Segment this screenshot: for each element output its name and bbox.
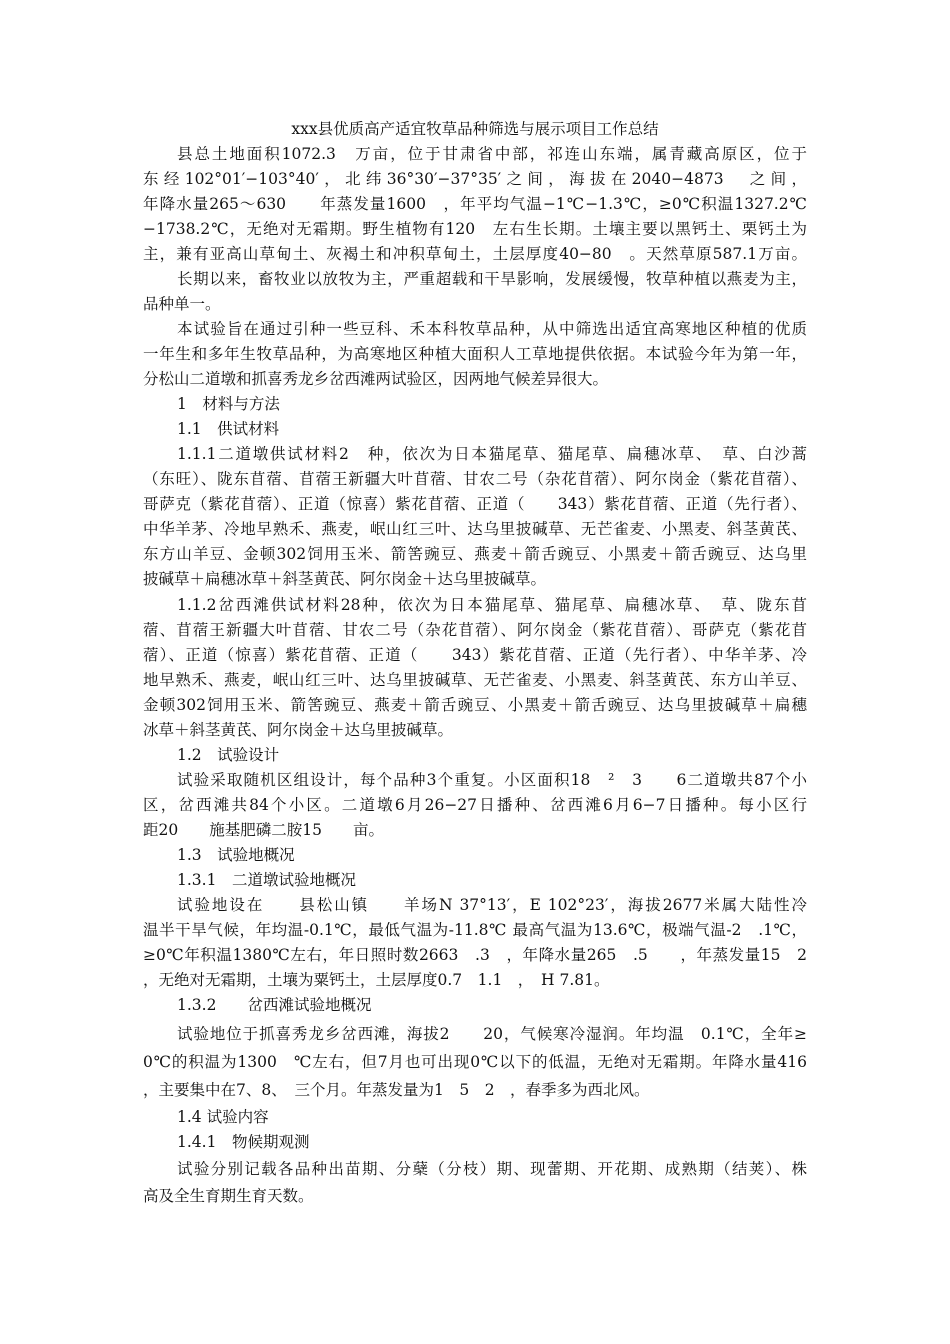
paragraph-line: ，主要集中在7、8、 三个月。年蒸发量为1 5 2 ，春季多为西北风。 [143,1081,650,1099]
section-heading: 1.4 试验内容 [177,1108,269,1126]
paragraph-line: 品种单一。 [143,295,221,313]
section-heading: 1.4.1 物候期观测 [177,1133,310,1151]
paragraph-line: ，无绝对无霜期，土壤为粟钙土，土层厚度0.7 1.1 ， H 7.81。 [143,971,610,989]
paragraph-line: 哥萨克（紫花苜蓿）、正道（惊喜）紫花苜蓿、正道（ 343）紫花苜蓿、正道（先行者）、 [143,495,807,513]
paragraph-line: 披碱草＋扁穗冰草＋斜茎黄芪、阿尔岗金＋达乌里披碱草。 [143,570,547,588]
paragraph-line: 1.1.1二道墩供试材料2 种，依次为日本猫尾草、猫尾草、扁穗冰草、 草、白沙蒿 [177,445,807,463]
paragraph-line: 温半干旱气候，年均温-0.1℃，最低气温为-11.8℃ 最高气温为13.6℃，极端气温-2 .1℃， [143,921,807,939]
paragraph-line: 东方山羊豆、金顿302饲用玉米、箭筈豌豆、燕麦＋箭舌豌豆、小黑麦＋箭舌豌豆、达乌里 [143,545,807,563]
paragraph-line: （东旺）、陇东苜蓿、苜蓿王新疆大叶苜蓿、甘农二号（杂花苜蓿）、阿尔岗金（紫花苜蓿）、 [143,470,807,488]
document-title: xxx县优质高产适宜牧草品种筛选与展示项目工作总结 [291,120,659,138]
paragraph-line: 试验地设在 县松山镇 羊场N 37°13′，E 102°23′，海拔2677米属大陆性冷 [177,896,807,914]
paragraph-line: 距20 施基肥磷二胺15 亩。 [143,821,384,839]
paragraph-line: 蓿）、正道（惊喜）紫花苜蓿、正道（ 343）紫花苜蓿、正道（先行者）、中华羊茅、冷 [143,646,807,664]
paragraph-line: 分松山二道墩和抓喜秀龙乡岔西滩两试验区，因两地气候差异很大。 [143,370,609,388]
paragraph-line: 年降水量265～630 年蒸发量1600 ，年平均气温−1℃−1.3℃，≥0℃积温1327.2℃ [143,195,807,213]
paragraph-line: 试验地位于抓喜秀龙乡岔西滩，海拔2 20，气候寒冷湿润。年均温 0.1℃，全年≥ [177,1025,807,1043]
section-heading: 1.3.1 二道墩试验地概况 [177,871,356,889]
paragraph-line: 区，岔西滩共84个小区。二道墩6月26−27日播种、岔西滩6月6−7日播种。每小区行 [143,796,807,814]
paragraph-line: 长期以来，畜牧业以放牧为主，严重超载和干旱影响，发展缓慢，牧草种植以燕麦为主， [177,270,807,288]
section-heading: 1.2 试验设计 [177,746,280,764]
paragraph-line: −1738.2℃，无绝对无霜期。野生植物有120 左右生长期。土壤主要以黑钙土、栗钙土为 [143,220,807,238]
paragraph-line: 中华羊茅、冷地早熟禾、燕麦，岷山红三叶、达乌里披碱草、无芒雀麦、小黑麦、斜茎黄芪、 [143,520,807,538]
paragraph-line: 地早熟禾、燕麦，岷山红三叶、达乌里披碱草、无芒雀麦、小黑麦、斜茎黄芪、东方山羊豆、 [143,671,807,689]
paragraph-line: 高及全生育期生育天数。 [143,1187,314,1205]
paragraph-line: 试验分别记载各品种出苗期、分蘖（分枝）期、现蕾期、开花期、成熟期（结荚）、株 [177,1160,807,1178]
paragraph-line: ≥0℃年积温1380℃左右，年日照时数2663 .3 ，年降水量265 .5 ，年蒸发量15 2 [143,946,807,964]
paragraph-line: 东经102°01′−103°40′，北纬36°30′−37°35′之间，海拔在2040−4873 之间， [143,170,807,188]
paragraph-line: 蓿、苜蓿王新疆大叶苜蓿、甘农二号（杂花苜蓿）、阿尔岗金（紫花苜蓿）、哥萨克（紫花苜 [143,621,807,639]
paragraph-line: 主，兼有亚高山草甸土、灰褐土和冲积草甸土，土层厚度40−80 。天然草原587.1万亩。 [143,245,807,263]
paragraph-line: 金顿302饲用玉米、箭筈豌豆、燕麦＋箭舌豌豆、小黑麦＋箭舌豌豆、达乌里披碱草＋扁穗 [143,696,807,714]
paragraph-line: 县总土地面积1072.3 万亩，位于甘肃省中部，祁连山东端，属青藏高原区，位于 [177,145,807,163]
paragraph-line: 1.1.2岔西滩供试材料28种，依次为日本猫尾草、猫尾草、扁穗冰草、 草、陇东苜 [177,596,807,614]
paragraph-line: 本试验旨在通过引种一些豆科、禾本科牧草品种，从中筛选出适宜高寒地区种植的优质 [177,320,807,338]
paragraph-line: 一年生和多年生牧草品种，为高寒地区种植大面积人工草地提供依据。本试验今年为第一年， [143,345,807,363]
section-heading: 1.3 试验地概况 [177,846,295,864]
paragraph-line: 试验采取随机区组设计，每个品种3个重复。小区面积18 ² 3 6二道墩共87个小 [177,771,807,789]
paragraph-line: 冰草＋斜茎黄芪、阿尔岗金＋达乌里披碱草。 [143,721,454,739]
section-heading: 1.1 供试材料 [177,420,280,438]
section-heading: 1 材料与方法 [177,395,280,413]
paragraph-line: 0℃的积温为1300 ℃左右，但7月也可出现0℃以下的低温，无绝对无霜期。年降水量416 [143,1053,807,1071]
section-heading: 1.3.2 岔西滩试验地概况 [177,996,372,1014]
